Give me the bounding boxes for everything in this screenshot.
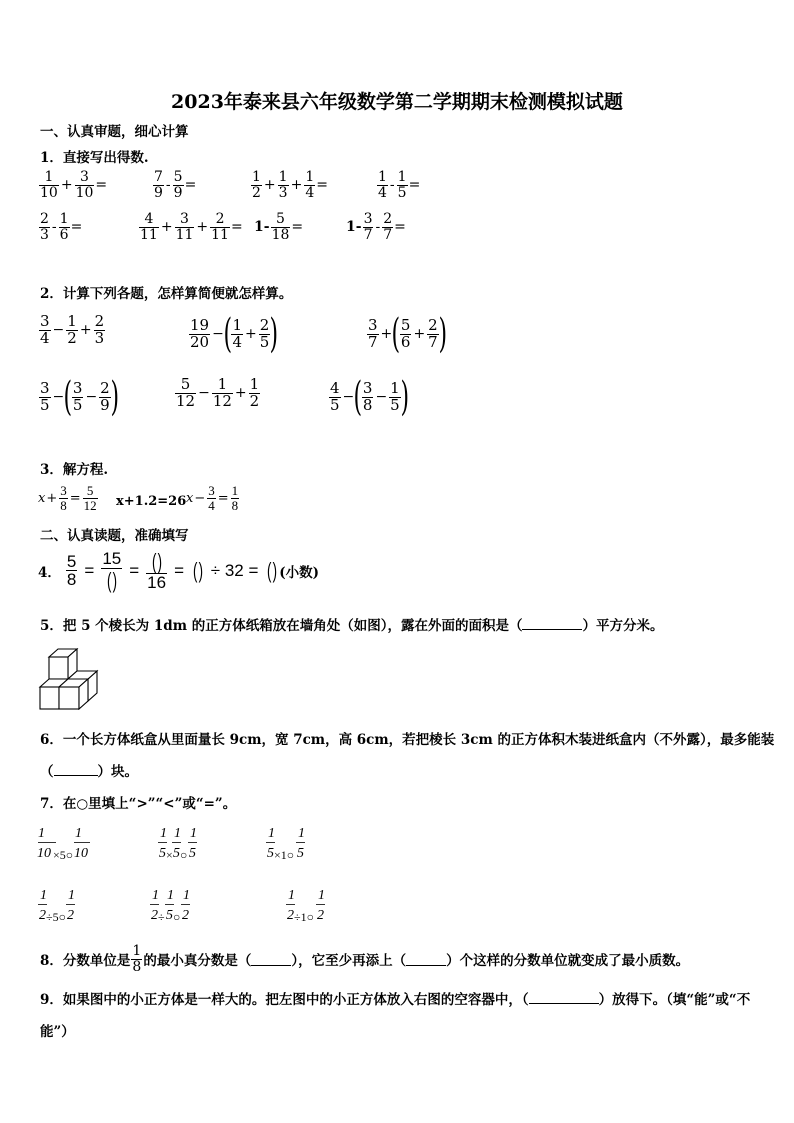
q1-expr-2: 7 9 - $\frac{5}{9}$ = [154, 169, 197, 201]
q5-suffix: ）平方分米。 [582, 618, 664, 634]
q9-text-line-2: 能”） [40, 1024, 75, 1040]
q1-expr-4: 1 4 - $\frac{1}{5}$ = [378, 169, 421, 201]
q4-expression: 4． $\frac{5}{8}$ = 15 ( ) = ( ) 16 = ( ) ÷ 32 = ( ) (小数) [38, 549, 319, 593]
q8-answer-blank-1[interactable] [251, 953, 291, 966]
q1-expr-3: 1 2 + $\frac{1}{3}$ + $\frac{1}{4}$ = [252, 169, 328, 201]
q3-label: 3．解方程. [40, 462, 109, 478]
q8-text: 8．分数单位是 1 8 的最小真分数是（ ），它至少再添上（ ）个这样的分数单位就变成了最小质数。 [40, 943, 690, 975]
page-title: 2023年泰来县六年级数学第二学期期末检测模拟试题 [171, 91, 623, 113]
q1-expr-8: 1- 3 7 - $\frac{2}{7}$ = [346, 211, 406, 243]
cube-stack-figure [38, 648, 102, 710]
q2-expr-3: 3 7 + ( 5 6 + $\frac{2}{7}$ ) [368, 311, 447, 357]
q1-expr-5: 2 3 - $\frac{1}{6}$ = [40, 211, 83, 243]
q2-expr-1: 3 4 − $\frac{1}{2}$ + $\frac{2}{3}$ [40, 312, 105, 347]
q1-expr-6: 4 11 + $\frac{3}{11}$ + $\frac{2}{11}$ = [140, 211, 243, 243]
q7-label: 7．在○里填上“>”“<”或“=”。 [40, 796, 237, 812]
q2-expr-4: 3 5 − ( 3 5 − $\frac{2}{9}$ ) [40, 374, 119, 420]
q9-text-line-1: 9．如果图中的小正方体是一样大的。把左图中的小正方体放入右图的空容器中，（ ）放得下。（填“能”或“不 [40, 992, 751, 1008]
q8-answer-blank-2[interactable] [406, 953, 446, 966]
q3-equation-3: x − $\frac{3}{4}$ = $\frac{1}{8}$ [186, 483, 239, 513]
q2-expr-2: 19 20 − ( 1 4 + $\frac{2}{5}$ ) [190, 311, 279, 357]
q6-text-line-1: 6．一个长方体纸盒从里面量长 9cm，宽 7cm，高 6cm，若把棱长 3cm 的正方体积木装进纸盒内（不外露），最多能装 [40, 732, 775, 748]
q5-text [40, 614, 663, 634]
q2-expr-6: 4 5 − ( 3 8 − $\frac{1}{5}$ ) [330, 374, 409, 420]
q6-answer-blank[interactable] [54, 763, 98, 776]
q2-label: 2．计算下列各题，怎样算简便就怎样算。 [40, 286, 293, 302]
q3-equation-2: x+1.2=26 [116, 494, 187, 509]
q1-expr-1: 1 10 + $\frac{3}{10}$ = [40, 169, 108, 201]
q2-expr-5: 5 12 − $\frac{1}{12}$ + $\frac{1}{2}$ [176, 375, 260, 410]
q1-label: 1．直接写出得数. [40, 150, 149, 166]
q5-answer-blank[interactable] [522, 617, 582, 630]
q9-answer-blank[interactable] [529, 991, 599, 1004]
section-2-heading: 二、认真读题，准确填写 [40, 528, 189, 544]
q5-prefix: 5．把 5 个棱长为 1dm 的正方体纸箱放在墙角处（如图），露在外面的面积是（ [40, 618, 523, 634]
q1-expr-7: 1- $\frac{5}{18}$ = [254, 211, 304, 243]
q6-text-line-2: （ ）块。 [40, 764, 138, 780]
q3-equation-1: x + $\frac{3}{8}$ = $\frac{5}{12}$ [38, 483, 97, 513]
section-1-heading: 一、认真审题，细心计算 [40, 124, 189, 140]
